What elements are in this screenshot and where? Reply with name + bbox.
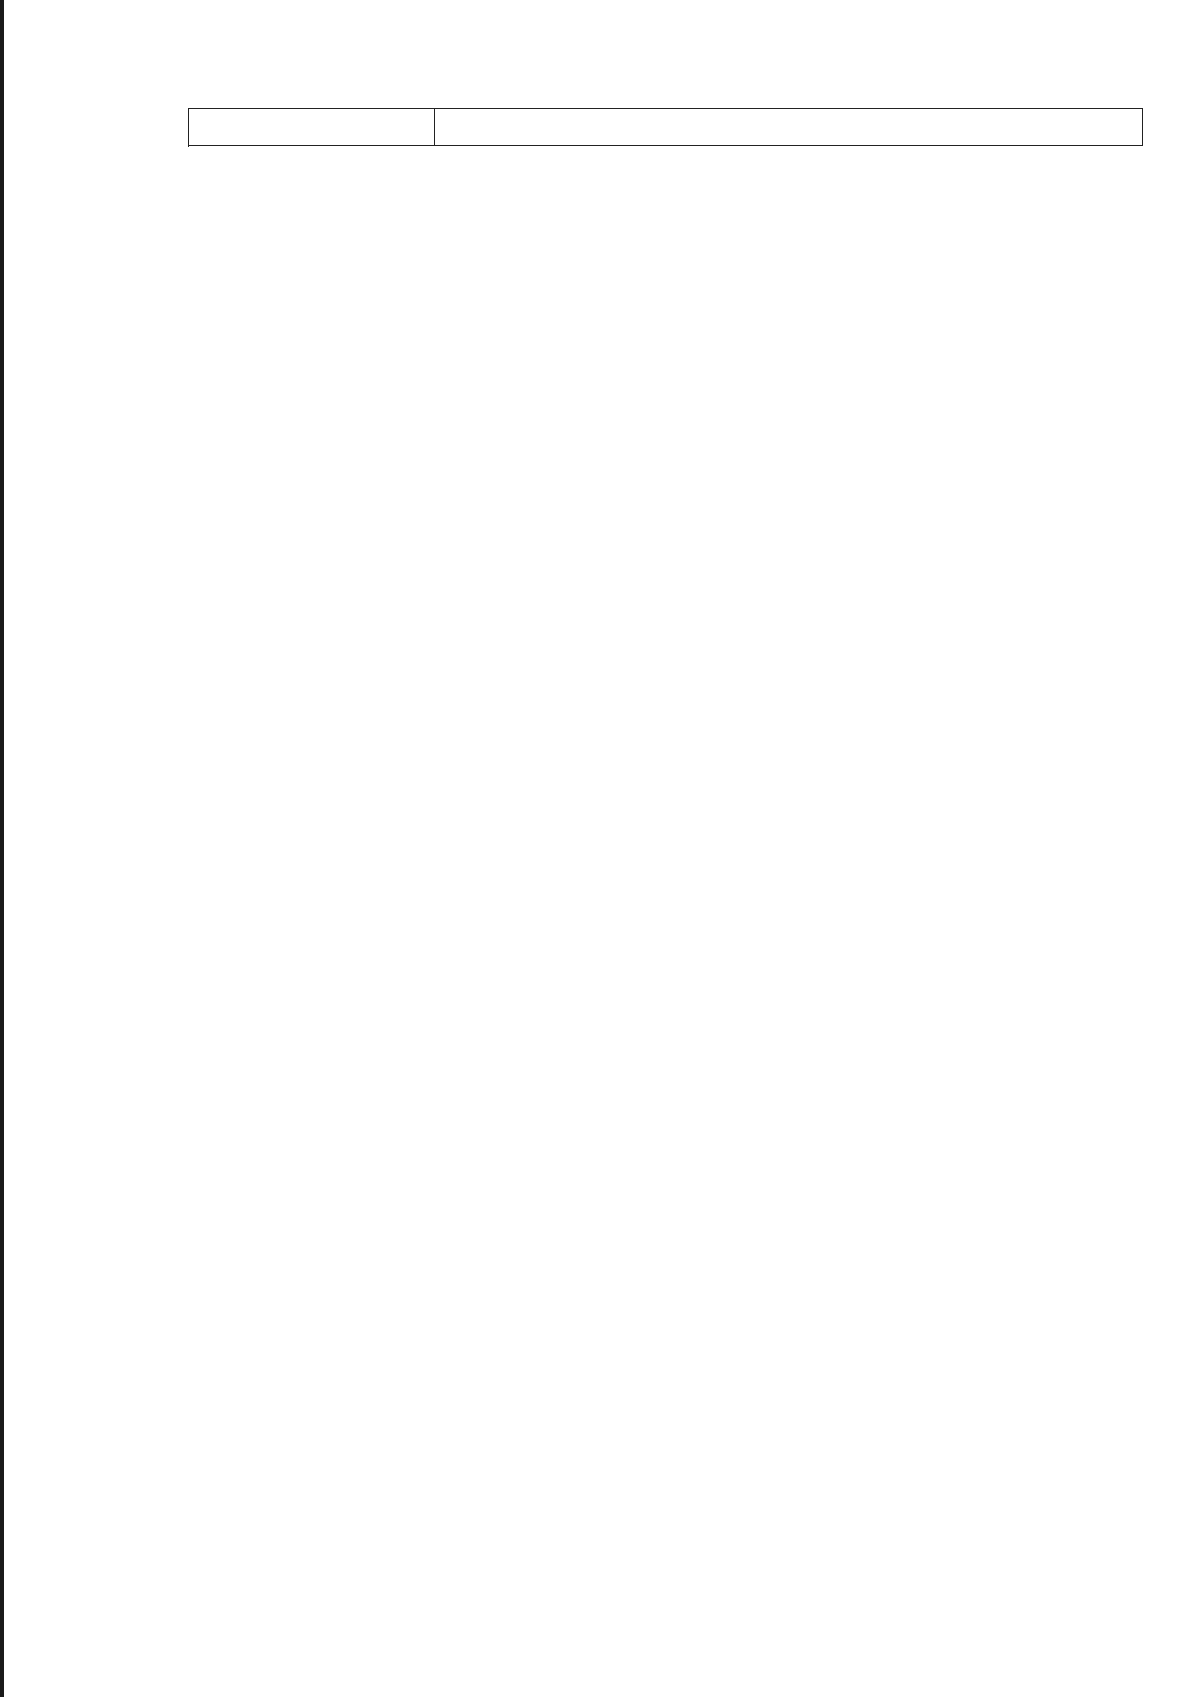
scan-edge xyxy=(0,0,4,1697)
header-species xyxy=(189,109,435,146)
recreation-load-table xyxy=(188,108,1143,146)
header-recreation-load xyxy=(435,109,1143,146)
page-content xyxy=(196,104,1148,172)
